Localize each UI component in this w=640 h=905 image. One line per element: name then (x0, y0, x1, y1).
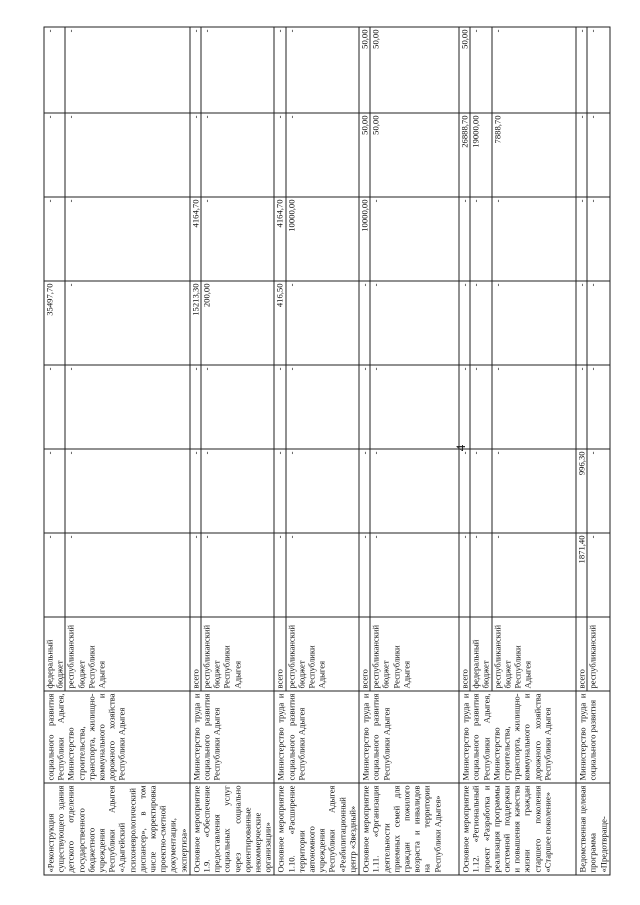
value: - (65, 29, 76, 33)
value: - (286, 115, 297, 119)
value: - (587, 115, 598, 119)
value: - (201, 199, 212, 203)
value: 10000,00 (286, 199, 297, 232)
table-row (274, 27, 359, 875)
source-cell (190, 617, 275, 691)
budget-table (44, 27, 611, 876)
value: 15213,30 (190, 282, 201, 365)
value-cell (359, 113, 459, 197)
value-cell (576, 197, 610, 281)
value: - (577, 366, 588, 449)
funding-source: всего (275, 618, 286, 691)
value-cell (274, 27, 359, 113)
value: - (286, 283, 297, 287)
value-cell (459, 27, 576, 113)
value: - (587, 451, 598, 455)
value: - (370, 283, 381, 287)
value: 4164,70 (190, 198, 201, 281)
funding-source: республиканский бюджет Республики Адыгея (201, 624, 243, 689)
value-cell (190, 281, 275, 365)
value: - (587, 535, 598, 539)
value: - (275, 534, 286, 617)
value-cell (190, 533, 275, 617)
value-cell (459, 197, 576, 281)
value-cell (459, 365, 576, 449)
value: - (65, 115, 76, 119)
value: - (370, 367, 381, 371)
executor-cell: Министерство труда и социального развития (576, 691, 610, 783)
value: 35497,70 (45, 282, 66, 365)
value: 50,00 (360, 114, 371, 197)
value-cell (44, 281, 190, 365)
value: 200,00 (201, 283, 212, 308)
value: - (587, 29, 598, 33)
value-cell (576, 365, 610, 449)
executor-cell: Министерство труда и социального развития Республики Адыгея (359, 691, 459, 783)
value-cell (576, 27, 610, 113)
value: - (460, 198, 471, 281)
value: - (275, 366, 286, 449)
value-cell (459, 449, 576, 533)
value: 1871,40 (577, 534, 588, 617)
value-cell (576, 113, 610, 197)
funding-source: всего (460, 618, 471, 691)
value: - (360, 282, 371, 365)
source-cell (274, 617, 359, 691)
value: - (360, 534, 371, 617)
value: - (190, 114, 201, 197)
value-cell (274, 533, 359, 617)
funding-source: всего (360, 618, 371, 691)
value: - (492, 367, 503, 371)
source-cell (576, 617, 610, 691)
value-cell (44, 365, 190, 449)
table-body (44, 27, 610, 875)
value: - (577, 28, 588, 113)
value: - (45, 114, 66, 197)
measure-cell: Основное мероприятие 1.11. «Организация деятельности приемных семей для граждан пожилого возраста и инвалидов на территории Республики Адыгея» (359, 783, 459, 875)
measure-cell: Ведомственная целевая программа «Предотвраще- (576, 783, 610, 875)
value-cell (190, 113, 275, 197)
value: - (275, 114, 286, 197)
value-cell (359, 365, 459, 449)
value-cell (359, 281, 459, 365)
value-cell (274, 281, 359, 365)
value-cell (44, 113, 190, 197)
funding-source: республиканский бюджет Республики Адыгея (65, 624, 107, 689)
value: - (460, 450, 471, 533)
value-cell (274, 449, 359, 533)
value: - (471, 282, 492, 365)
value: - (492, 451, 503, 455)
value: - (275, 450, 286, 533)
value-cell (359, 449, 459, 533)
value: - (65, 283, 76, 287)
source-cell (44, 617, 190, 691)
value: - (45, 534, 66, 617)
source-cell (359, 617, 459, 691)
value: 19000,00 (471, 114, 492, 197)
value: - (45, 450, 66, 533)
value: - (492, 199, 503, 203)
value: 50,00 (360, 28, 371, 113)
value: - (577, 282, 588, 365)
value-cell (576, 533, 610, 617)
value: - (45, 198, 66, 281)
value: 26888,70 (460, 114, 471, 197)
funding-source: республиканский бюджет Республики Адыгея (492, 624, 533, 689)
funding-source: федеральный бюджет (45, 618, 66, 691)
value-cell (190, 449, 275, 533)
value: - (471, 198, 492, 281)
value: - (65, 199, 76, 203)
value-cell (274, 197, 359, 281)
value-cell (359, 533, 459, 617)
value: - (471, 28, 492, 113)
funding-source: всего (577, 618, 588, 691)
value: - (65, 451, 76, 455)
value-cell (44, 197, 190, 281)
value: - (577, 198, 588, 281)
value: - (370, 199, 381, 203)
value: - (201, 367, 212, 371)
page-number: 4 (453, 444, 468, 452)
value-cell (44, 27, 190, 113)
value: - (201, 115, 212, 119)
value-cell (190, 27, 275, 113)
value-cell (576, 449, 610, 533)
measure-cell: Основное мероприятие 1.10. «Расширение территории автономного учреждения Республики Адыгея «Реабилитационный центр «Звездный» (274, 783, 359, 875)
value: 50,00 (370, 115, 381, 135)
value: 50,00 (370, 29, 381, 49)
executor-cell: Министерство труда и социального развития Республики Адыгея (274, 691, 359, 783)
rotated-table-wrapper (44, 28, 608, 876)
executor-cell: Министерство труда и социального развития Республики Адыгея (190, 691, 275, 783)
value-cell (190, 197, 275, 281)
funding-source: республиканский бюджет Республики Адыгея (286, 624, 327, 689)
value-cell (274, 113, 359, 197)
value-cell (44, 449, 190, 533)
value: - (201, 451, 212, 455)
value: 10000,00 (360, 198, 371, 281)
value: - (471, 450, 492, 533)
value: - (201, 535, 212, 539)
value: - (471, 534, 492, 617)
value: - (492, 283, 503, 287)
value: - (275, 28, 286, 113)
table-row (576, 27, 610, 875)
value: - (286, 535, 297, 539)
value: - (190, 450, 201, 533)
value: 7888,70 (492, 115, 503, 144)
source-cell (459, 617, 576, 691)
value: - (577, 114, 588, 197)
value: - (286, 367, 297, 371)
value: - (370, 451, 381, 455)
value: 50,00 (460, 28, 471, 113)
value: - (360, 366, 371, 449)
value-cell (274, 365, 359, 449)
executor-cell: социального развития Республики Адыгея, Министерство строительства, транспорта, жилищно-коммунального и дорожного хозяйства Республики Адыгея (44, 691, 190, 783)
funding-source: республиканский (587, 624, 598, 689)
value-cell (44, 533, 190, 617)
value: - (286, 451, 297, 455)
value: - (65, 367, 76, 371)
value: - (286, 29, 297, 33)
value: - (190, 28, 201, 113)
value-cell (190, 365, 275, 449)
value-cell (359, 27, 459, 113)
value: - (587, 283, 598, 287)
value: - (492, 535, 503, 539)
executor-cell: Министерство труда и социального развития Республики Адыгея, Министерство строительства, транспорта, жилищно-коммунального и дорожного хозяйства Республики Адыгея (459, 691, 576, 783)
value-cell (459, 533, 576, 617)
value: - (201, 29, 212, 33)
table-row (459, 27, 576, 875)
value-cell (459, 281, 576, 365)
value: - (460, 282, 471, 365)
value: 4164,70 (275, 198, 286, 281)
value: 996,30 (577, 450, 588, 533)
value: - (460, 366, 471, 449)
measure-cell: Основное мероприятие 1.9. «Обеспечение предоставления социальных услуг через социально ориентированные некоммерческие организации» (190, 783, 275, 875)
value: - (360, 450, 371, 533)
value: 416,50 (275, 282, 286, 365)
funding-source: всего (190, 618, 201, 691)
value: - (45, 28, 66, 113)
table-row (190, 27, 275, 875)
value: - (190, 366, 201, 449)
funding-source: федеральный бюджет (471, 618, 492, 691)
value: - (587, 199, 598, 203)
value-cell (576, 281, 610, 365)
table-row (359, 27, 459, 875)
value: - (492, 29, 503, 33)
value-cell (459, 113, 576, 197)
value-cell (359, 197, 459, 281)
value: - (370, 535, 381, 539)
value: - (65, 535, 76, 539)
funding-source: республиканский бюджет Республики Адыгея (370, 624, 412, 689)
value: - (471, 366, 492, 449)
value: - (45, 366, 66, 449)
value: - (460, 534, 471, 617)
value: - (190, 534, 201, 617)
table-row (44, 27, 190, 875)
measure-cell: Основное мероприятие 1.12. «Региональный проект «Разработка и реализация программы системной поддержки и повышения качества жизни граждан старшего поколения «Старшее поколение» (459, 783, 576, 875)
value: - (587, 367, 598, 371)
measure-cell: «Реконструкция существующего здания детского отделения государственного бюджетного учреждения Республики Адыгея «Адыгейский психоневрологический диспансер», в том числе корректировка проектно-сметной документации, экспертиза» (44, 783, 190, 875)
